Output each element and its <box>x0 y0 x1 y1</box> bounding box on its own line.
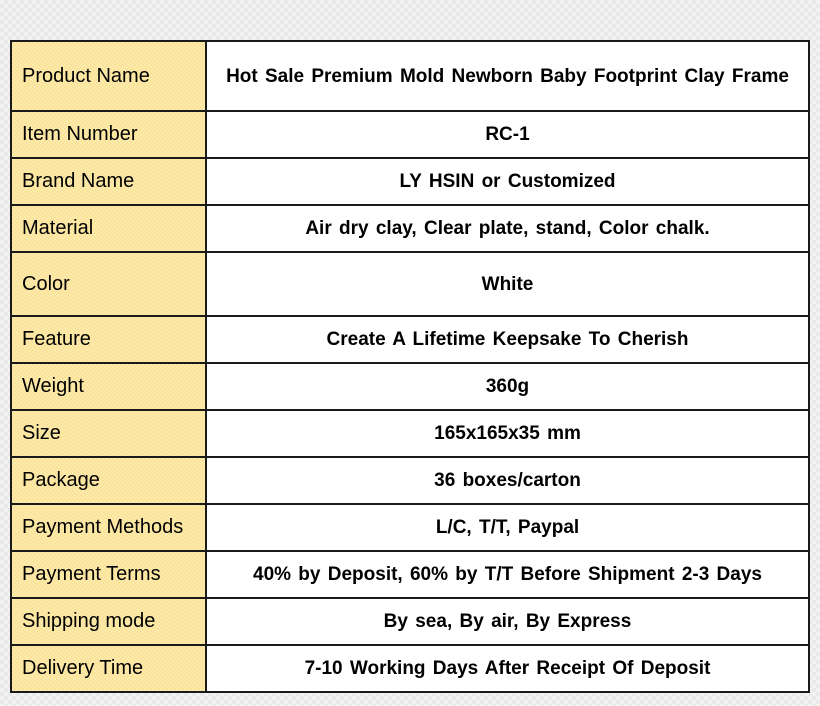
table-row <box>11 252 809 316</box>
spec-label: Payment Methods <box>11 504 206 551</box>
spec-label: Product Name <box>11 41 206 111</box>
table-row <box>11 457 809 504</box>
table-row <box>11 363 809 410</box>
spec-label: Weight <box>11 363 206 410</box>
product-spec-table <box>10 40 810 693</box>
spec-value: Create A Lifetime Keepsake To Cherish <box>206 316 809 363</box>
table-row <box>11 41 809 111</box>
table-row <box>11 316 809 363</box>
spec-label: Material <box>11 205 206 252</box>
spec-label: Item Number <box>11 111 206 158</box>
spec-label: Feature <box>11 316 206 363</box>
table-row <box>11 410 809 457</box>
spec-label: Package <box>11 457 206 504</box>
table-row <box>11 158 809 205</box>
spec-label: Shipping mode <box>11 598 206 645</box>
table-row <box>11 111 809 158</box>
spec-value: White <box>206 252 809 316</box>
spec-value: 40% by Deposit, 60% by T/T Before Shipment 2-3 Days <box>206 551 809 598</box>
table-row <box>11 551 809 598</box>
table-row <box>11 645 809 692</box>
spec-value: 165x165x35 mm <box>206 410 809 457</box>
spec-value: LY HSIN or Customized <box>206 158 809 205</box>
spec-value: 360g <box>206 363 809 410</box>
spec-value: 7-10 Working Days After Receipt Of Deposit <box>206 645 809 692</box>
spec-value: 36 boxes/carton <box>206 457 809 504</box>
table-row <box>11 504 809 551</box>
spec-value: By sea, By air, By Express <box>206 598 809 645</box>
spec-label: Delivery Time <box>11 645 206 692</box>
spec-value: L/C, T/T, Paypal <box>206 504 809 551</box>
spec-label: Size <box>11 410 206 457</box>
spec-label: Payment Terms <box>11 551 206 598</box>
spec-label: Brand Name <box>11 158 206 205</box>
spec-value: Hot Sale Premium Mold Newborn Baby Footprint Clay Frame <box>206 41 809 111</box>
spec-value: RC-1 <box>206 111 809 158</box>
spec-label: Color <box>11 252 206 316</box>
table-row <box>11 598 809 645</box>
table-row <box>11 205 809 252</box>
spec-value: Air dry clay, Clear plate, stand, Color chalk. <box>206 205 809 252</box>
